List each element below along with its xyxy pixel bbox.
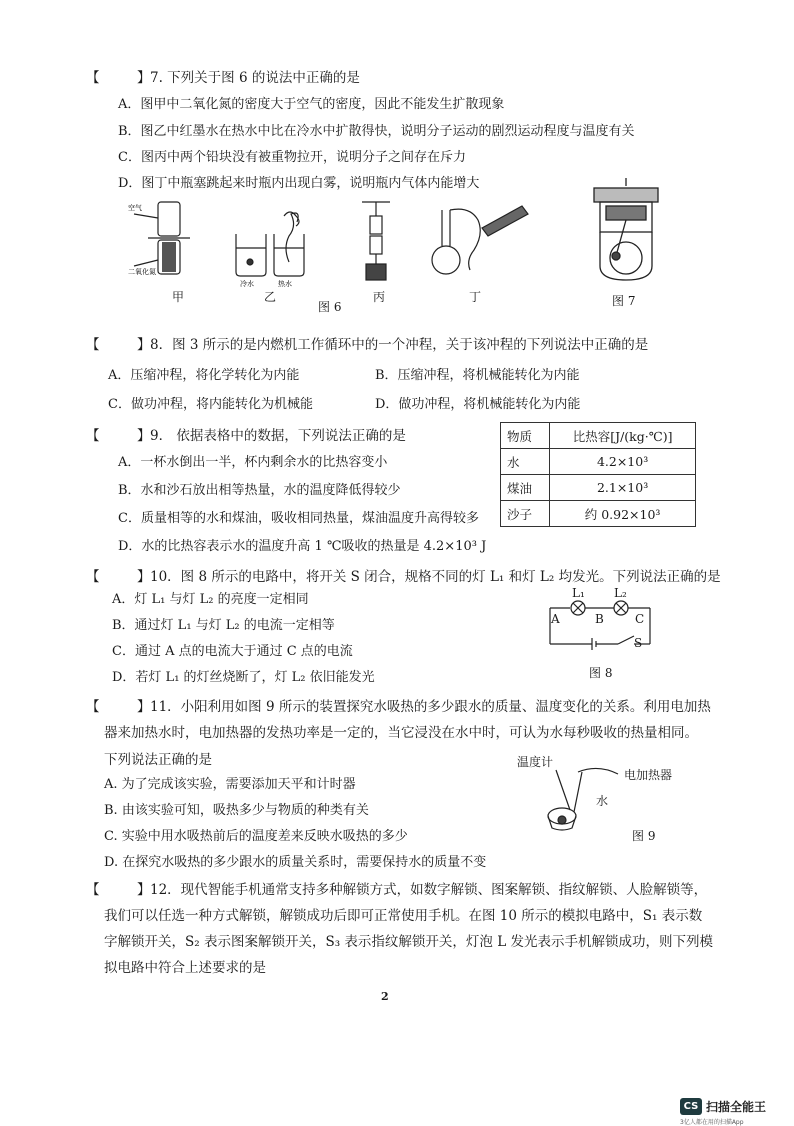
table-header-row — [501, 423, 696, 449]
q11-option-b: B. 由该实验可知，吸热多少与物质的种类有关 — [104, 803, 369, 818]
camscanner-name: 扫描全能王 — [706, 1100, 767, 1114]
q10-bracket-close: 】 — [137, 569, 151, 585]
table-row — [501, 449, 696, 475]
q10-bracket-open: 【 — [86, 569, 100, 585]
q10-option-b: B．通过灯 L₁ 与灯 L₂ 的电流一定相等 — [112, 618, 335, 633]
q11-bracket-open: 【 — [86, 699, 100, 715]
q8-option-c: C．做功冲程，将内能转化为机械能 — [108, 397, 313, 412]
q7-option-d: D．图丁中瓶塞跳起来时瓶内出现白雾，说明瓶内气体内能增大 — [118, 176, 480, 191]
q10-option-c: C．通过 A 点的电流大于通过 C 点的电流 — [112, 644, 353, 659]
table-cell: 2.1×10³ — [550, 475, 696, 501]
q7-option-a: A．图甲中二氧化氮的密度大于空气的密度，因此不能发生扩散现象 — [118, 97, 505, 112]
specific-heat-table — [500, 422, 696, 527]
table-cell: 水 — [501, 449, 550, 475]
figure-7-engine — [586, 176, 666, 286]
q10-stem: 10．图 8 所示的电路中，将开关 S 闭合，规格不同的灯 L₁ 和灯 L₂ 均发光。下列说法正确的是 — [150, 569, 721, 585]
fig7-caption: 图 7 — [612, 294, 636, 308]
fig6-bing-label: 丙 — [373, 290, 386, 304]
table-header-cell: 物质 — [501, 423, 550, 449]
camscanner-badge: CS — [680, 1098, 702, 1115]
q11-stem-line3: 下列说法正确的是 — [104, 752, 212, 768]
figure-6 — [128, 196, 548, 306]
fig6-caption: 图 6 — [318, 300, 342, 314]
q12-line2: 我们可以任选一种方式解锁，解锁成功后即可正常使用手机。在图 10 所示的模拟电路中，S₁ 表示数 — [104, 908, 703, 924]
q12-line4: 拟电路中符合上述要求的是 — [104, 960, 266, 976]
fig6-ding-label: 丁 — [469, 290, 482, 304]
fig9-water-label: 水 — [596, 794, 609, 808]
table-cell: 约 0.92×10³ — [550, 501, 696, 527]
q7-stem: 7. 下列关于图 6 的说法中正确的是 — [150, 70, 360, 86]
q9-option-a: A．一杯水倒出一半，杯内剩余水的比热容变小 — [118, 455, 388, 470]
q8-bracket-open: 【 — [86, 337, 100, 353]
fig6-no2-label: 二氧化氮 — [128, 268, 156, 276]
q7-bracket-close: 】 — [137, 70, 151, 86]
fig8-caption: 图 8 — [589, 666, 613, 680]
q10-option-a: A．灯 L₁ 与灯 L₂ 的亮度一定相同 — [112, 592, 309, 607]
table-cell: 煤油 — [501, 475, 550, 501]
fig6-ding-flask — [432, 206, 528, 274]
q9-option-d: D．水的比热容表示水的温度升高 1 ℃吸收的热量是 4.2×10³ J — [118, 539, 487, 554]
q11-option-a: A. 为了完成该实验，需要添加天平和计时器 — [104, 777, 356, 792]
fig9-thermometer-label: 温度计 — [517, 755, 554, 769]
fig9-heater-label: 电加热器 — [624, 768, 673, 782]
camscanner-logo — [680, 1098, 766, 1115]
circuit-l1-label: L₁ — [572, 586, 585, 600]
q11-option-d: D. 在探究水吸热的多少跟水的质量关系时，需要保持水的质量不变 — [104, 855, 487, 870]
fig9-caption: 图 9 — [632, 829, 656, 843]
figure-9-apparatus — [540, 762, 630, 832]
q9-bracket-close: 】 — [137, 428, 151, 444]
q10-option-d: D．若灯 L₁ 的灯丝烧断了，灯 L₂ 依旧能发光 — [112, 670, 375, 685]
circuit-b-label: B — [595, 612, 604, 626]
table-cell: 4.2×10³ — [550, 449, 696, 475]
fig6-cold-label: 冷水 — [240, 280, 254, 288]
q11-stem-line1: 11．小阳利用如图 9 所示的装置探究水吸热的多少跟水的质量、温度变化的关系。利用电加热 — [150, 699, 711, 715]
q7-option-c: C．图丙中两个铅块没有被重物拉开，说明分子之间存在斥力 — [118, 150, 466, 165]
q9-option-b: B．水和沙石放出相等热量，水的温度降低得较少 — [118, 483, 401, 498]
q11-stem-line2: 器来加热水时，电加热器的发热功率是一定的，当它浸没在水中时，可认为水每秒吸收的热量相同。 — [104, 725, 698, 741]
page-number: 2 — [381, 990, 389, 1003]
fig6-jia-gas-jars — [134, 202, 190, 274]
circuit-c-label: C — [635, 612, 645, 626]
q8-stem: 8．图 3 所示的是内燃机工作循环中的一个冲程，关于该冲程的下列说法中正确的是 — [150, 337, 649, 353]
q12-bracket-open: 【 — [86, 882, 100, 898]
circuit-a-label: A — [551, 612, 560, 626]
q7-bracket-open: 【 — [86, 70, 100, 86]
fig6-bing-lead-blocks — [362, 202, 390, 280]
q11-bracket-close: 】 — [137, 699, 151, 715]
table-row — [501, 501, 696, 527]
circuit-l2-label: L₂ — [614, 586, 627, 600]
q8-option-a: A．压缩冲程，将化学转化为内能 — [108, 368, 300, 383]
fig6-yi-label: 乙 — [264, 290, 277, 304]
q8-option-b: B．压缩冲程，将机械能转化为内能 — [375, 368, 580, 383]
camscanner-tagline: 3亿人都在用的扫描App — [680, 1119, 744, 1126]
q9-stem: 9． 依据表格中的数据，下列说法正确的是 — [150, 428, 406, 444]
q12-bracket-close: 】 — [137, 882, 151, 898]
circuit-s-label: S — [634, 636, 643, 650]
q9-bracket-open: 【 — [86, 428, 100, 444]
fig6-yi-beakers — [236, 212, 304, 276]
fig6-jia-label: 甲 — [172, 290, 185, 304]
fig6-hot-label: 热水 — [278, 280, 292, 288]
q7-option-b: B．图乙中红墨水在热水中比在冷水中扩散得快，说明分子运动的剧烈运动程度与温度有关 — [118, 124, 635, 139]
q9-option-c: C．质量相等的水和煤油，吸收相同热量，煤油温度升高得较多 — [118, 511, 479, 526]
q11-option-c: C. 实验中用水吸热前后的温度差来反映水吸热的多少 — [104, 829, 408, 844]
table-header-cell: 比热容[J/(kg·℃)] — [550, 423, 696, 449]
table-cell: 沙子 — [501, 501, 550, 527]
fig6-air-label: 空气 — [128, 204, 142, 212]
q8-option-d: D．做功冲程，将机械能转化为内能 — [375, 397, 581, 412]
q8-bracket-close: 】 — [137, 337, 151, 353]
q12-line1: 12．现代智能手机通常支持多种解锁方式，如数字解锁、图案解锁、指纹解锁、人脸解锁等， — [150, 882, 708, 898]
q12-line3: 字解锁开关，S₂ 表示图案解锁开关，S₃ 表示指纹解锁开关，灯泡 L 发光表示手机解锁成功，则下列模 — [104, 934, 713, 950]
table-row — [501, 475, 696, 501]
